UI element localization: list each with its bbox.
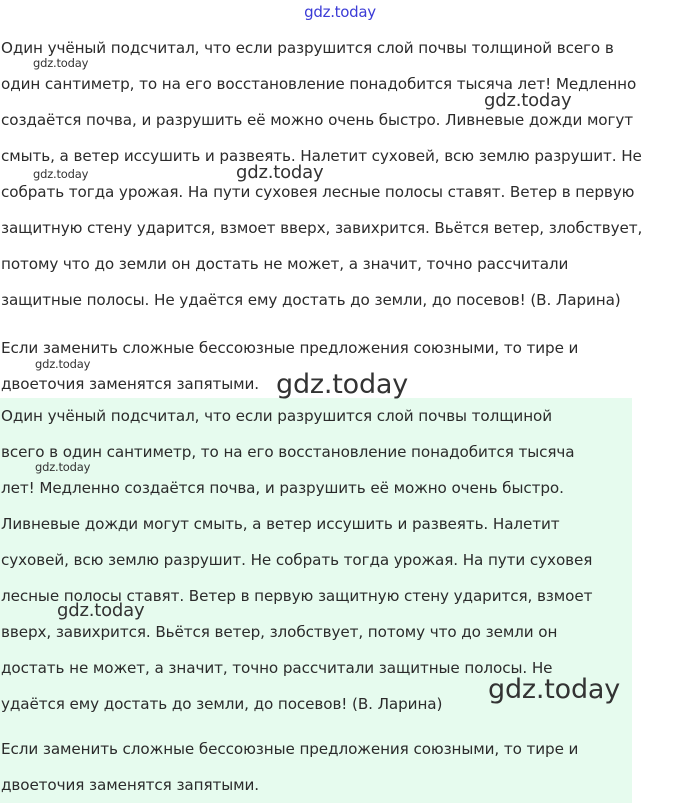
- watermark: gdz.today: [57, 600, 145, 621]
- task-line: смыть, а ветер иссушить и развеять. Налетит суховей, всю землю разрушит. Не: [1, 147, 642, 165]
- answer-note-line: Если заменить сложные бессоюзные предложения союзными, то тире и: [1, 740, 579, 758]
- task-note-line: двоеточия заменятся запятыми.: [1, 375, 259, 393]
- answer-line: удаётся ему достать до земли, до посевов! (В. Ларина): [1, 695, 443, 713]
- task-line: защитную стену ударится, взмоет вверх, завихрится. Вьётся ветер, злобствует,: [1, 219, 643, 237]
- answer-line: лет! Медленно создаётся почва, и разрушить её можно очень быстро.: [1, 479, 564, 497]
- answer-note: [1, 731, 578, 803]
- answer-line: вверх, завихрится. Вьётся ветер, злобствует, потому что до земли он: [1, 623, 558, 641]
- watermark: gdz.today: [488, 674, 621, 705]
- watermark: gdz.today: [33, 167, 89, 181]
- task-line: один сантиметр, то на его восстановление понадобится тысяча лет! Медленно: [1, 75, 637, 93]
- watermark: gdz.today: [33, 56, 89, 70]
- watermark: gdz.today: [236, 162, 324, 183]
- answer-line: всего в один сантиметр, то на его восстановление понадобится тысяча: [1, 443, 575, 461]
- watermark: gdz.today: [484, 90, 572, 111]
- task-line: защитные полосы. Не удаётся ему достать до земли, до посевов! (В. Ларина): [1, 291, 621, 309]
- watermark: gdz.today: [35, 460, 91, 474]
- watermark: gdz.today: [35, 357, 91, 371]
- answer-line: Один учёный подсчитал, что если разрушится слой почвы толщиной: [1, 407, 552, 425]
- answer-line: лесные полосы ставят. Ветер в первую защитную стену ударится, взмоет: [1, 587, 593, 605]
- answer-line: достать не может, а значит, точно рассчитали защитные полосы. Не: [1, 659, 553, 677]
- task-line: собрать тогда урожая. На пути суховея лесные полосы ставят. Ветер в первую: [1, 183, 635, 201]
- task-line: Один учёный подсчитал, что если разрушится слой почвы толщиной всего в: [1, 39, 614, 57]
- task-note-line: Если заменить сложные бессоюзные предложения союзными, то тире и: [1, 339, 579, 357]
- task-line: потому что до земли он достать не может, а значит, точно рассчитали: [1, 255, 569, 273]
- task-line: создаётся почва, и разрушить её можно очень быстро. Ливневые дожди могут: [1, 111, 634, 129]
- site-logo[interactable]: gdz.today: [304, 3, 376, 21]
- watermark: gdz.today: [276, 369, 409, 400]
- answer-line: суховей, всю землю разрушит. Не собрать тогда урожая. На пути суховея: [1, 551, 593, 569]
- answer-line: Ливневые дожди могут смыть, а ветер иссушить и развеять. Налетит: [1, 515, 560, 533]
- answer-note-line: двоеточия заменятся запятыми.: [1, 776, 259, 794]
